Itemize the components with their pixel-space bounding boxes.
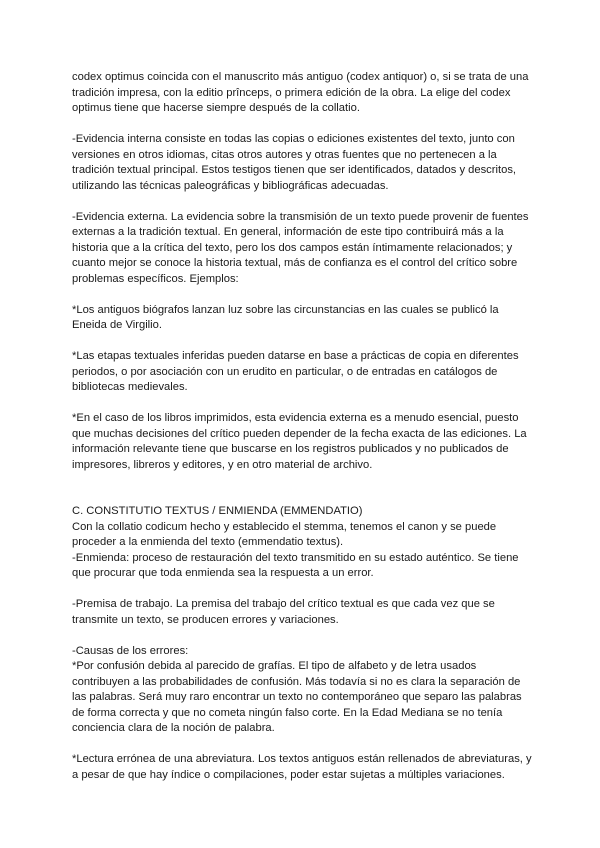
paragraph-premisa: -Premisa de trabajo. La premisa del trabajo del crítico textual es que cada vez que se transmite un texto, se producen errores y variaciones. — [72, 598, 495, 626]
paragraph-evidencia-externa: -Evidencia externa. La evidencia sobre la transmisión de un texto puede provenir de fuentes externas a la tradición textual. En general, información de este tipo contribuirá más a la historia que a la crítica del texto, pero los dos campos están íntimamente relacionados; y cuanto mejor se conoce la historia textual, más de confianza es el control del crítico sobre problemas específicos. Ejemplos: — [72, 210, 529, 285]
spacer — [72, 489, 532, 505]
paragraph-confusion-grafias: *Por confusión debida al parecido de grafías. El tipo de alfabeto y de letra usados contribuyen a las probabilidades de confusión. Más todavía si no es clara la separación de las palabras. Será muy raro encontrar un texto no contemporáneo que separo las palabras de forma correcta y que no cometa ningún falso corte. En la Edad Mediana se no tenía conciencia clara de la noción de palabra. — [72, 660, 522, 734]
paragraph-abreviatura: *Lectura errónea de una abreviatura. Los textos antiguos están rellenados de abreviaturas, y a pesar de que hay índice o compilaciones, poder estar sujetas a múltiples variaciones. — [72, 753, 532, 781]
paragraph-collatio: Con la collatio codicum hecho y establecido el stemma, tenemos el canon y se puede proceder a la enmienda del texto (emmendatio textus). — [72, 520, 497, 548]
section-heading: C. CONSTITUTIO TEXTUS / ENMIENDA (EMMENDATIO) — [72, 505, 363, 517]
paragraph-ejemplo-biografos: *Los antiguos biógrafos lanzan luz sobre las circunstancias en las cuales se publicó la Eneida de Virgilio. — [72, 303, 499, 331]
paragraph-ejemplo-etapas: *Las etapas textuales inferidas pueden datarse en base a prácticas de copia en diferentes periodos, o por asociación con un erudito en particular, o de entradas en catálogos de bibliotecas medievales. — [72, 350, 519, 393]
paragraph-codex-optimus: codex optimus coincida con el manuscrito más antiguo (codex antiquor) o, si se trata de una tradición impresa, con la editio prînceps, o primera edición de la obra. La elige del codex optimus tiene que hacerse siempre después de la collatio. — [72, 71, 529, 114]
paragraph-enmienda: -Enmienda: proceso de restauración del texto transmitido en su estado auténtico. Se tiene que procurar que toda enmienda sea la respuesta a un error. — [72, 551, 519, 579]
paragraph-causas-title: -Causas de los errores: — [72, 644, 189, 657]
paragraph-ejemplo-libros: *En el caso de los libros imprimidos, esta evidencia externa es a menudo esencial, puesto que muchas decisiones del crítico pueden depender de la fecha exacta de las ediciones. La información relevante tiene que buscarse en los registros publicados y no publicados de impresores, libreros y editores, y en otro material de archivo. — [72, 412, 527, 471]
document-page — [72, 70, 532, 799]
paragraph-evidencia-interna: -Evidencia interna consiste en todas las copias o ediciones existentes del texto, junto con versiones en otros idiomas, citas otros autores y otras fuentes que no pertenecen a la tradición textual principal. Estos testigos tienen que ser identificados, datados y descritos, utilizando las técnicas paleográficas y bibliográficas adecuadas. — [72, 133, 517, 192]
